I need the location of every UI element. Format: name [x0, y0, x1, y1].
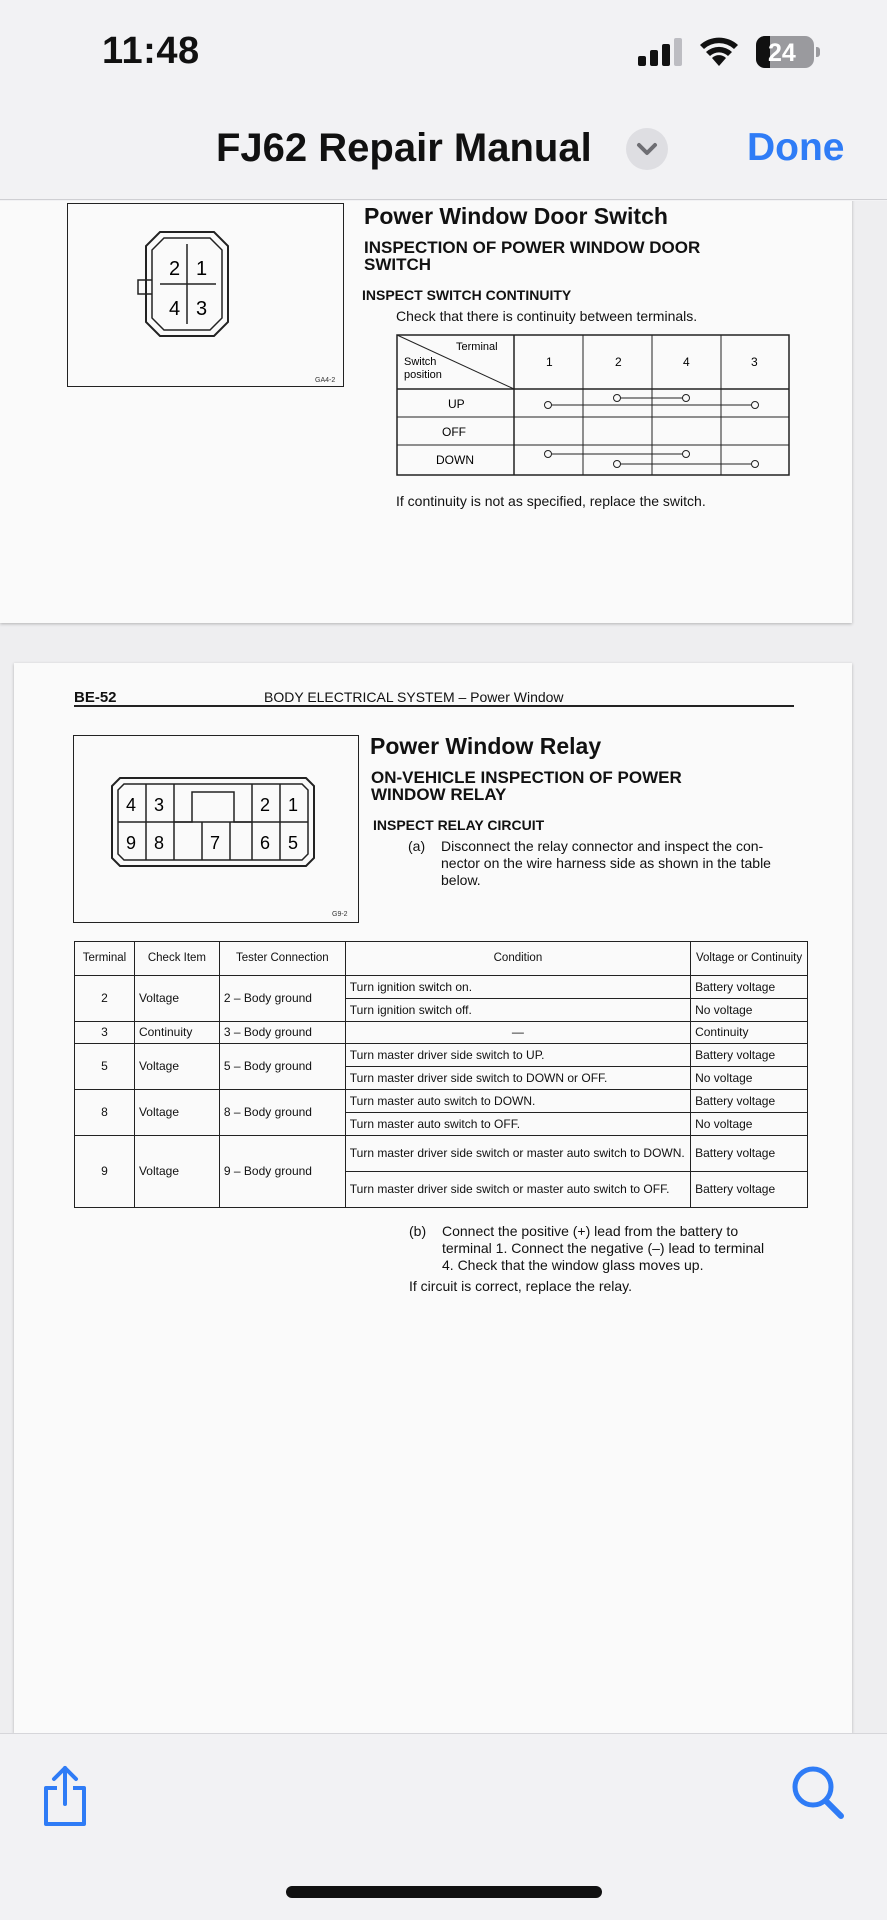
tester-connection-cell: 5 – Body ground	[219, 1044, 345, 1090]
home-indicator[interactable]	[286, 1886, 602, 1898]
pin-label: 8	[154, 833, 165, 853]
terminal-cell: 5	[75, 1044, 135, 1090]
position-label: UP	[448, 397, 465, 411]
manual-page-2	[14, 663, 852, 1733]
terminal-cell: 2	[75, 976, 135, 1022]
table-row	[75, 1022, 808, 1044]
table-row	[75, 1044, 808, 1067]
column-header: Condition	[345, 942, 690, 976]
step-a-text: Disconnect the relay connector and inspect the con-	[441, 838, 764, 854]
result-cell: Battery voltage	[691, 1172, 808, 1208]
tester-connection-cell: 3 – Body ground	[219, 1022, 345, 1044]
battery-icon	[756, 36, 820, 68]
pin-label: 1	[196, 258, 208, 280]
search-icon[interactable]	[790, 1764, 846, 1822]
table-row	[75, 976, 808, 999]
section-subtitle-line: WINDOW RELAY	[371, 785, 507, 804]
step-a-label: (a)	[408, 838, 426, 854]
section-title: Power Window Relay	[370, 733, 602, 759]
instruction-text: Check that there is continuity between terminals.	[396, 308, 698, 324]
corner-header: Switch	[404, 356, 437, 368]
title-menu-button[interactable]	[626, 128, 668, 170]
section-subtitle-line: SWITCH	[364, 255, 432, 274]
page-header	[74, 691, 794, 707]
condition-cell: Turn master driver side switch to UP.	[345, 1044, 690, 1067]
step-b-text: terminal 1. Connect the negative (–) lead to terminal	[442, 1240, 765, 1256]
note-text: If circuit is correct, replace the relay.	[409, 1278, 633, 1294]
terminal-header: 2	[615, 355, 622, 369]
navigation-bar	[0, 100, 887, 200]
relay-inspection-table	[74, 941, 808, 1208]
result-cell: No voltage	[691, 1067, 808, 1090]
terminal-cell: 8	[75, 1090, 135, 1136]
figure-code: GA4-2	[315, 377, 336, 384]
step-b-text: Connect the positive (+) lead from the battery to	[442, 1223, 739, 1239]
connector-figure	[67, 203, 344, 387]
result-cell: Battery voltage	[691, 1044, 808, 1067]
terminal-cell: 3	[75, 1022, 135, 1044]
pin-label: 4	[169, 298, 181, 320]
result-cell: Battery voltage	[691, 1090, 808, 1113]
column-header: Check Item	[134, 942, 219, 976]
step-heading: INSPECT RELAY CIRCUIT	[373, 817, 545, 833]
manual-page-1	[0, 201, 852, 623]
result-cell: Continuity	[691, 1022, 808, 1044]
pin-label: 3	[154, 795, 165, 815]
terminal-header: 3	[751, 355, 758, 369]
table-header-row	[75, 942, 808, 976]
column-header: Tester Connection	[219, 942, 345, 976]
status-time: 11:48	[102, 30, 200, 72]
check-item-cell: Voltage	[134, 1090, 219, 1136]
pin-label: 4	[126, 795, 137, 815]
system-heading: BODY ELECTRICAL SYSTEM – Power Window	[264, 689, 564, 705]
condition-cell: Turn master auto switch to DOWN.	[345, 1090, 690, 1113]
share-icon[interactable]	[40, 1764, 90, 1828]
tester-connection-cell: 8 – Body ground	[219, 1090, 345, 1136]
corner-header: Terminal	[456, 341, 498, 353]
step-b-label: (b)	[409, 1223, 427, 1239]
terminal-header: 1	[546, 355, 553, 369]
pin-label: 2	[260, 795, 271, 815]
column-header: Voltage or Continuity	[691, 942, 808, 976]
document-viewport[interactable]	[0, 201, 887, 1733]
condition-cell: —	[345, 1022, 690, 1044]
pin-label: 5	[288, 833, 299, 853]
table-row	[75, 1090, 808, 1113]
pin-label: 1	[288, 795, 299, 815]
condition-cell: Turn master driver side switch or master auto switch to DOWN.	[345, 1136, 690, 1172]
pin-label: 7	[210, 833, 221, 853]
relay-connector-figure	[73, 735, 359, 923]
tester-connection-cell: 2 – Body ground	[219, 976, 345, 1022]
table-row	[75, 1136, 808, 1172]
pin-label: 6	[260, 833, 271, 853]
document-title: FJ62 Repair Manual	[216, 126, 592, 170]
step-heading: INSPECT SWITCH CONTINUITY	[362, 287, 572, 303]
check-item-cell: Continuity	[134, 1022, 219, 1044]
result-cell: No voltage	[691, 1113, 808, 1136]
corner-header: position	[404, 369, 442, 381]
section-title: Power Window Door Switch	[364, 203, 668, 229]
result-cell: No voltage	[691, 999, 808, 1022]
note-text: If continuity is not as specified, replace the switch.	[396, 493, 706, 509]
chevron-down-icon	[626, 128, 668, 170]
condition-cell: Turn master driver side switch or master auto switch to OFF.	[345, 1172, 690, 1208]
step-a-text: nector on the wire harness side as shown in the table	[441, 855, 771, 871]
check-item-cell: Voltage	[134, 1136, 219, 1208]
pin-label: 3	[196, 298, 208, 320]
cellular-signal-icon	[638, 38, 682, 66]
wifi-icon	[698, 34, 740, 68]
step-b-text: 4. Check that the window glass moves up.	[442, 1257, 704, 1273]
status-bar	[0, 0, 887, 100]
check-item-cell: Voltage	[134, 976, 219, 1022]
pin-label: 2	[169, 258, 181, 280]
page-number: BE-52	[74, 689, 117, 706]
result-cell: Battery voltage	[691, 976, 808, 999]
condition-cell: Turn ignition switch off.	[345, 999, 690, 1022]
position-label: DOWN	[436, 453, 474, 467]
condition-cell: Turn master driver side switch to DOWN or OFF.	[345, 1067, 690, 1090]
figure-code: G9-2	[332, 911, 348, 918]
battery-level: 24	[768, 39, 796, 67]
check-item-cell: Voltage	[134, 1044, 219, 1090]
section-subtitle-line: ON-VEHICLE INSPECTION OF POWER	[371, 768, 682, 787]
step-a-text: below.	[441, 872, 481, 888]
done-button[interactable]: Done	[747, 126, 845, 169]
terminal-header: 4	[683, 355, 690, 369]
continuity-table	[396, 334, 790, 476]
pin-label: 9	[126, 833, 137, 853]
relay-connector-diagram	[74, 736, 360, 924]
connector-diagram	[68, 204, 345, 388]
position-label: OFF	[442, 425, 466, 439]
condition-cell: Turn master auto switch to OFF.	[345, 1113, 690, 1136]
column-header: Terminal	[75, 942, 135, 976]
tester-connection-cell: 9 – Body ground	[219, 1136, 345, 1208]
result-cell: Battery voltage	[691, 1136, 808, 1172]
terminal-cell: 9	[75, 1136, 135, 1208]
section-subtitle-line: INSPECTION OF POWER WINDOW DOOR	[364, 238, 701, 257]
condition-cell: Turn ignition switch on.	[345, 976, 690, 999]
